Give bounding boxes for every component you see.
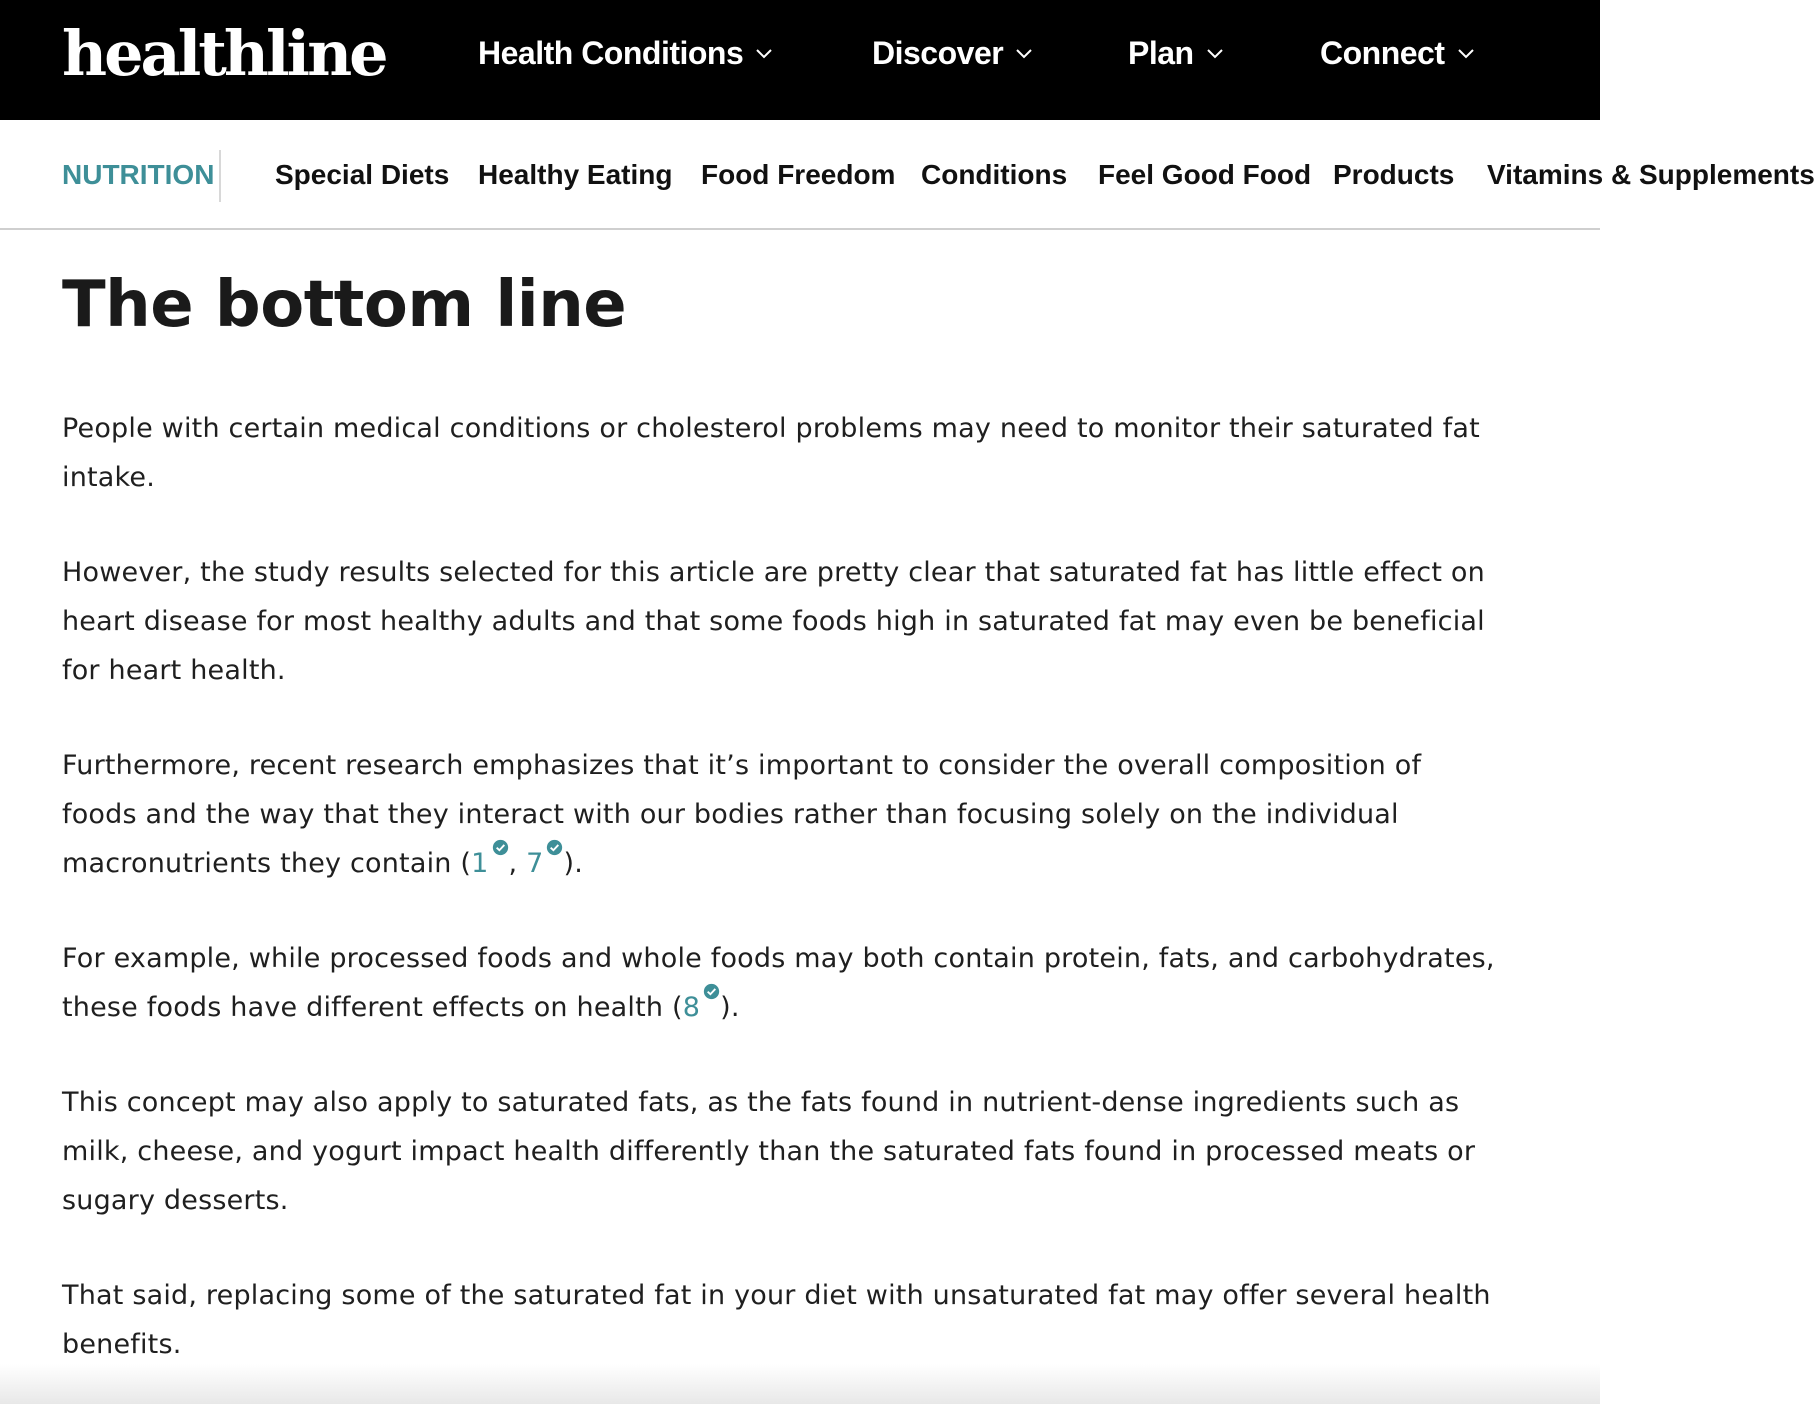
citation-number: 7 — [526, 848, 544, 879]
nav-label: Health Conditions — [478, 34, 744, 71]
citation-link-8[interactable] — [683, 992, 720, 1023]
paragraph-text: For example, while processed foods and whole foods may both contain protein, fats, and carbohydrates, these foods have different effects on health ( — [62, 943, 1495, 1023]
section-nutrition[interactable]: NUTRITION — [62, 159, 215, 190]
bottom-shadow — [0, 1364, 1600, 1404]
chevron-down-icon — [1457, 44, 1475, 62]
chevron-down-icon — [755, 44, 773, 62]
section-heading: The bottom line — [62, 268, 627, 342]
subnav-item-vitamins[interactable]: Vitamins & Supplements — [1487, 159, 1815, 190]
verified-check-icon — [703, 983, 720, 1000]
nav-label: Plan — [1128, 34, 1194, 71]
verified-check-icon — [546, 839, 563, 856]
article-body — [62, 262, 1502, 1369]
paragraph: That said, replacing some of the saturated fat in your diet with unsaturated fat may offer several health benefits. — [62, 1280, 1491, 1360]
paragraph-text: ). — [563, 848, 583, 879]
subnav-item-special-diets[interactable]: Special Diets — [275, 159, 450, 190]
subnav-item-healthy-eating[interactable]: Healthy Eating — [478, 159, 673, 190]
citation-link-1[interactable] — [471, 848, 508, 879]
subnav-item-products[interactable]: Products — [1333, 159, 1455, 190]
subnav-divider — [219, 150, 221, 202]
paragraph-text: Furthermore, recent research emphasizes that it’s important to consider the overall composition of foods and the way that they interact with our bodies rather than focusing solely on the individual macronutrients they contain ( — [62, 750, 1422, 879]
healthline-logo[interactable]: healthline — [62, 17, 386, 90]
citation-number: 1 — [471, 848, 489, 879]
sub-navigation — [0, 120, 1815, 230]
paragraph: However, the study results selected for this article are pretty clear that saturated fat has little effect on heart disease for most healthy adults and that some foods high in saturated fat may even be beneficial for heart health. — [62, 557, 1485, 686]
nav-discover[interactable] — [872, 30, 1033, 76]
citation-separator: , — [508, 848, 527, 879]
nav-label: Connect — [1320, 34, 1445, 71]
subnav-item-food-freedom[interactable]: Food Freedom — [701, 159, 896, 190]
paragraph: People with certain medical conditions or cholesterol problems may need to monitor their saturated fat intake. — [62, 413, 1480, 493]
paragraph: This concept may also apply to saturated fats, as the fats found in nutrient-dense ingredients such as milk, cheese, and yogurt impact health differently than the saturated fats found in processed meats or sugary desserts. — [62, 1087, 1476, 1216]
verified-check-icon — [492, 839, 509, 856]
paragraph — [62, 741, 1502, 888]
chevron-down-icon — [1206, 44, 1224, 62]
citation-number: 8 — [682, 992, 701, 1023]
nav-label: Discover — [872, 34, 1004, 71]
top-header — [0, 0, 1600, 120]
subnav-item-feel-good-food[interactable]: Feel Good Food — [1098, 159, 1312, 190]
chevron-down-icon — [1015, 44, 1033, 62]
nav-connect[interactable] — [1320, 30, 1475, 76]
nav-health-conditions[interactable] — [478, 30, 773, 76]
nav-plan[interactable] — [1128, 30, 1224, 76]
subnav-item-conditions[interactable]: Conditions — [921, 159, 1068, 190]
citation-link-7[interactable] — [526, 848, 563, 879]
paragraph-text: ). — [720, 992, 740, 1023]
paragraph — [62, 934, 1502, 1032]
